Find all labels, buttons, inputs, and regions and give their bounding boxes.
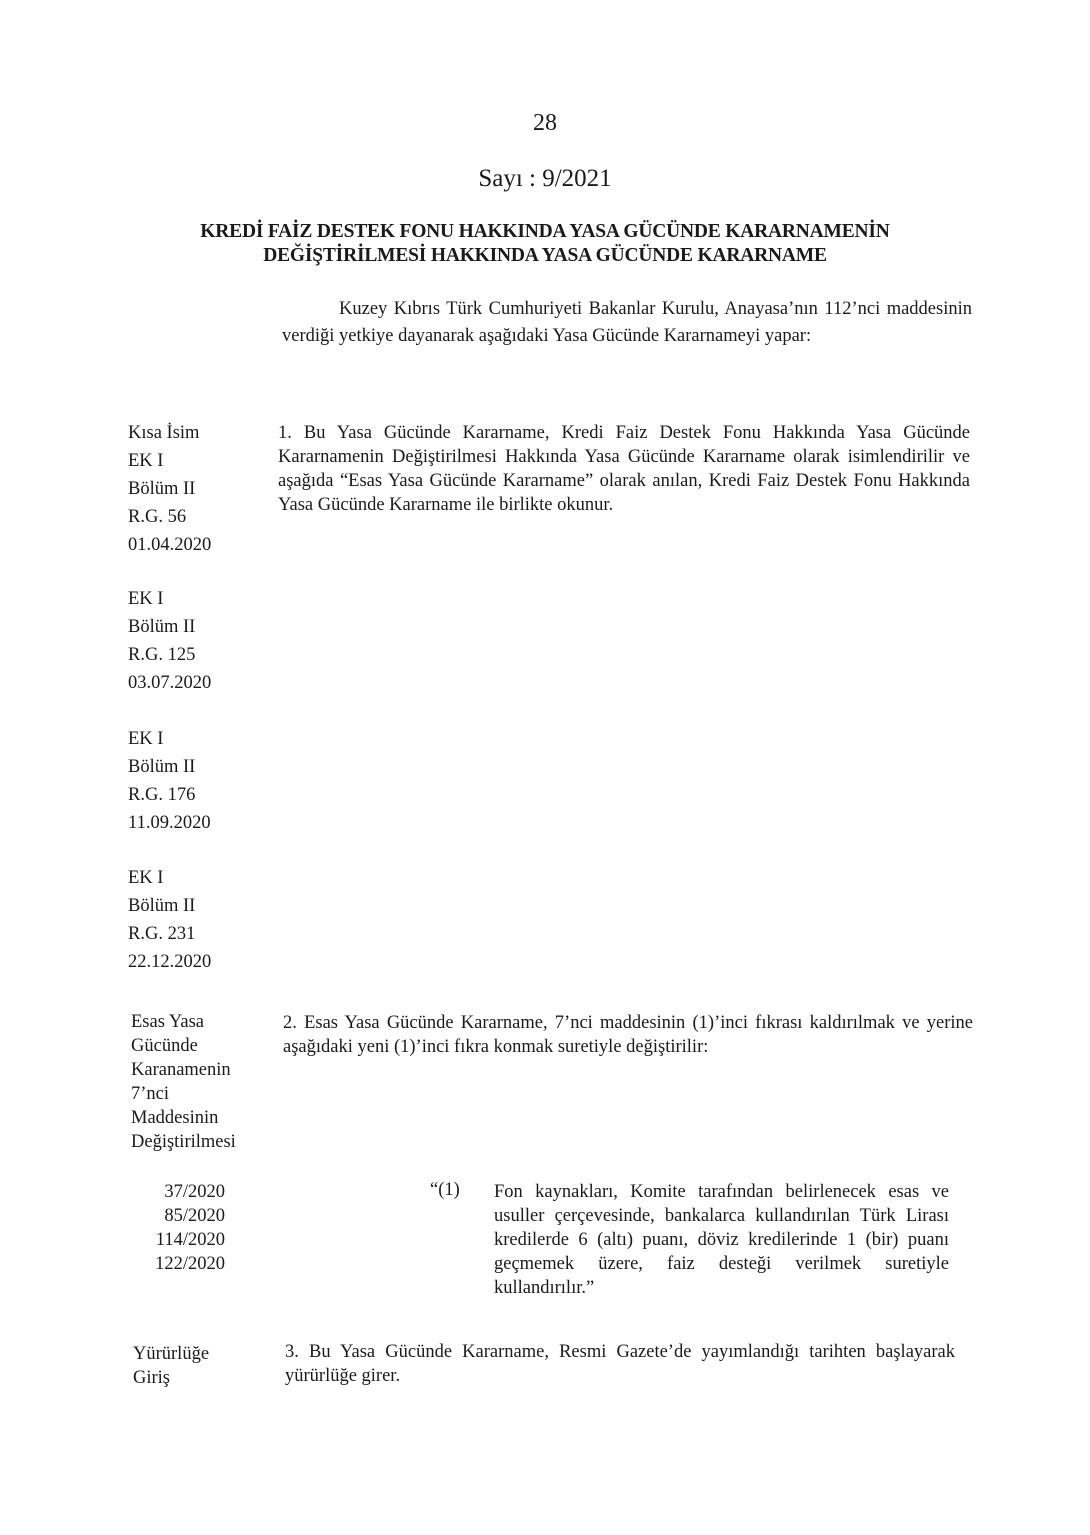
- article-3: 3. Bu Yasa Gücünde Kararname, Resmi Gazete’de yayımlandığı tarihten başlayarak yürürlüğe girer.: [285, 1342, 955, 1386]
- article-1: 1. Bu Yasa Gücünde Kararname, Kredi Faiz Destek Fonu Hakkında Yasa Gücünde Kararnamenin Değiştirilmesi Hakkında Yasa Gücünde Kararname olarak isimlendirilir ve aşağıda “Esas Yasa Gücünde Kararname” olarak anılan, Kredi Faiz Destek Fonu Hakkında Yasa Gücünde Kararname ile birlikte okunur.: [278, 423, 970, 515]
- margin-note-short-title: [128, 419, 211, 559]
- reference-gazette: R.G. 176: [128, 785, 196, 805]
- margin-note-line: 7’nci: [131, 1084, 170, 1104]
- title-line-2: DEĞİŞTİRİLMESİ HAKKINDA YASA GÜCÜNDE KARARNAME: [263, 245, 827, 266]
- reference-gazette: R.G. 56: [128, 507, 187, 527]
- reference-annex: EK I: [128, 868, 164, 888]
- quoted-paragraph-text: Fon kaynakları, Komite tarafından belirlenecek esas ve usuller çerçevesinde, bankalarca kullandırılan Türk Lirası kredilerde 6 (altı) puanı, döviz kredilerinde 1 (bir) puanı geçmemek üzere, faiz desteği verilmek suretiyle kullandırılır.”: [494, 1182, 949, 1298]
- law-reference: 114/2020: [155, 1230, 225, 1250]
- margin-note-label: Kısa İsim: [128, 423, 200, 443]
- reference-date: 11.09.2020: [128, 813, 211, 833]
- margin-note-line: Yürürlüğe: [133, 1344, 210, 1364]
- reference-annex: EK I: [128, 451, 164, 471]
- quoted-paragraph-marker: “(1): [430, 1180, 460, 1200]
- reference-date: 22.12.2020: [128, 952, 212, 972]
- law-reference: 122/2020: [155, 1254, 225, 1274]
- margin-note-line: Giriş: [133, 1368, 170, 1388]
- margin-note-line: Maddesinin: [131, 1108, 219, 1128]
- reference-part: Bölüm II: [128, 479, 196, 499]
- reference-gazette: R.G. 125: [128, 645, 196, 665]
- margin-note-line: Karanamenin: [131, 1060, 231, 1080]
- page-number: 28: [533, 110, 557, 136]
- reference-part: Bölüm II: [128, 617, 196, 637]
- margin-note-article-7-amendment: [131, 1010, 236, 1154]
- amendment-reference-2: [128, 585, 211, 697]
- margin-note-commencement: [133, 1342, 209, 1390]
- amendment-reference-3: [128, 725, 211, 837]
- reference-annex: EK I: [128, 589, 164, 609]
- preamble: [282, 296, 972, 350]
- reference-part: Bölüm II: [128, 757, 196, 777]
- issue-number: Sayı : 9/2021: [478, 165, 612, 192]
- preamble-text: Kuzey Kıbrıs Türk Cumhuriyeti Bakanlar Kurulu, Anayasa’nın 112’nci maddesinin verdiği yetkiye dayanarak aşağıdaki Yasa Gücünde Kararnameyi yapar:: [282, 299, 972, 346]
- reference-annex: EK I: [128, 729, 164, 749]
- margin-note-line: Değiştirilmesi: [131, 1132, 236, 1152]
- amendment-reference-4: [128, 864, 211, 976]
- reference-date: 03.07.2020: [128, 673, 212, 693]
- reference-part: Bölüm II: [128, 896, 196, 916]
- margin-note-line: Esas Yasa: [131, 1012, 204, 1032]
- margin-note-line: Gücünde: [131, 1036, 198, 1056]
- reference-date: 01.04.2020: [128, 535, 212, 555]
- law-references: [145, 1180, 225, 1276]
- article-2: 2. Esas Yasa Gücünde Kararname, 7’nci maddesinin (1)’inci fıkrası kaldırılmak ve yerine aşağıdaki yeni (1)’inci fıkra konmak suretiyle değiştirilir:: [283, 1013, 973, 1057]
- document-title: [120, 220, 970, 268]
- reference-gazette: R.G. 231: [128, 924, 196, 944]
- law-reference: 85/2020: [164, 1206, 225, 1226]
- title-line-1: KREDİ FAİZ DESTEK FONU HAKKINDA YASA GÜCÜNDE KARARNAMENİN: [200, 221, 890, 242]
- law-reference: 37/2020: [164, 1182, 225, 1202]
